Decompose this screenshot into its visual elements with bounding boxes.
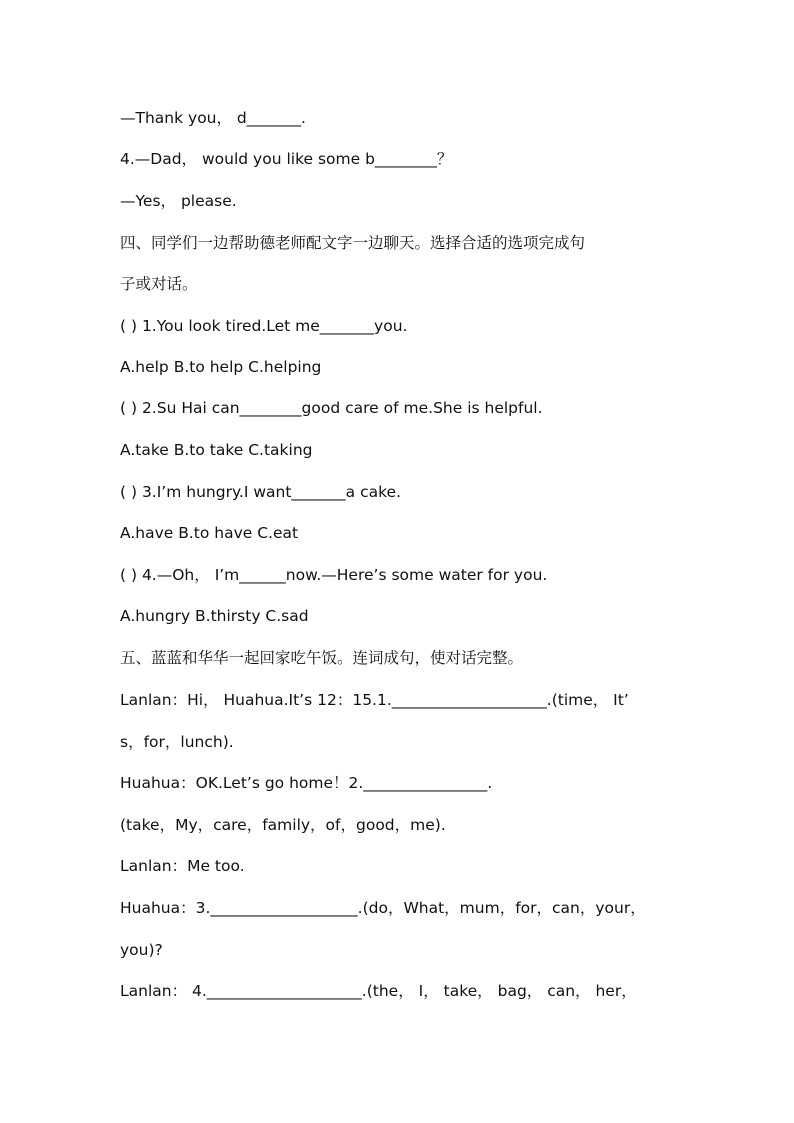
question-4-dad: 4.—Dad， would you like some b________？: [120, 150, 453, 168]
dialogue-huahua-3-cont: you)?: [120, 941, 163, 959]
mc-question-3: ( ) 3.I’m hungry.I want_______a cake.: [120, 483, 401, 501]
dialogue-huahua-2: Huahua：OK.Let’s go home！2.________________.: [120, 774, 493, 792]
dialogue-lanlan-me-too: Lanlan：Me too.: [120, 857, 245, 875]
mc-question-1: ( ) 1.You look tired.Let me_______you.: [120, 317, 408, 335]
dialogue-lanlan-1-cont: s，for，lunch).: [120, 733, 234, 751]
dialogue-huahua-2-cont: (take，My，care，family，of，good，me).: [120, 816, 446, 834]
section-5-heading: 五、蓝蓝和华华一起回家吃午饭。连词成句，使对话完整。: [120, 649, 524, 667]
dialogue-line-thank-you: —Thank you， d_______.: [120, 109, 306, 127]
dialogue-lanlan-1: Lanlan：Hi， Huahua.It’s 12：15.1.____________________.(time， It’: [120, 691, 629, 709]
mc-options-4: A.hungry B.thirsty C.sad: [120, 607, 309, 625]
section-4-heading-cont: 子或对话。: [120, 275, 198, 293]
dialogue-huahua-3: Huahua：3.___________________.(do，What，mum，for，can，your，: [120, 899, 646, 917]
mc-options-1: A.help B.to help C.helping: [120, 358, 322, 376]
mc-question-2: ( ) 2.Su Hai can________good care of me.She is helpful.: [120, 399, 543, 417]
dialogue-lanlan-4: Lanlan： 4.____________________.(the， I， take， bag， can， her，: [120, 982, 637, 1000]
section-4-heading: 四、同学们一边帮助德老师配文字一边聊天。选择合适的选项完成句: [120, 234, 586, 252]
mc-options-3: A.have B.to have C.eat: [120, 524, 299, 542]
mc-options-2: A.take B.to take C.taking: [120, 441, 313, 459]
mc-question-4: ( ) 4.—Oh， I’m______now.—Here’s some water for you.: [120, 566, 548, 584]
dialogue-line-yes-please: —Yes， please.: [120, 192, 237, 210]
